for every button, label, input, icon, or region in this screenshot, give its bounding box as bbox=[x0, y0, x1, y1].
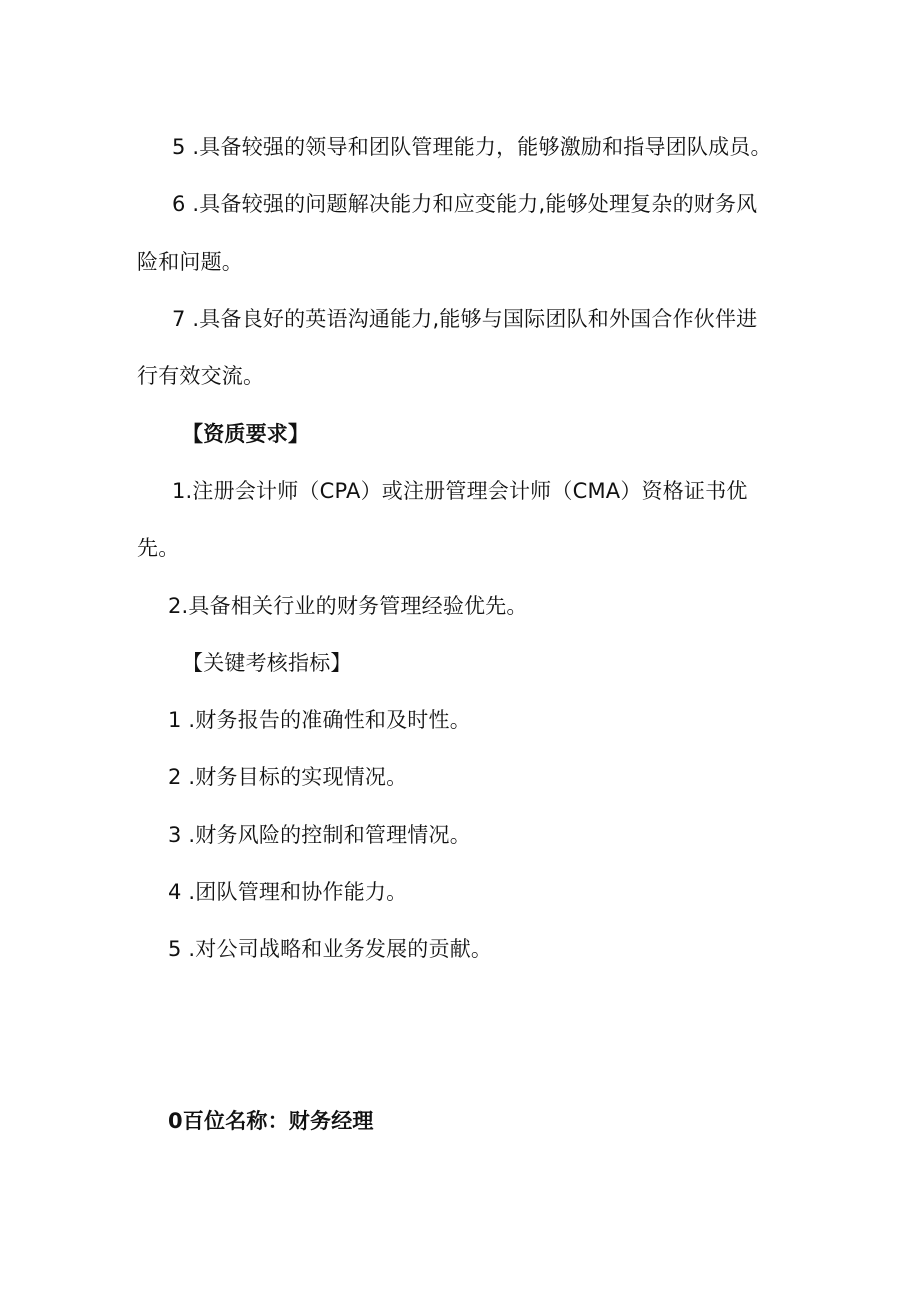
duty-item-7: 7 .具备良好的英语沟通能力,能够与国际团队和外国合作伙伴进 bbox=[172, 307, 758, 331]
duty-item-6: 6 .具备较强的问题解决能力和应变能力,能够处理复杂的财务风 bbox=[172, 192, 758, 216]
kpi-item-4: 4 .团队管理和协作能力。 bbox=[168, 880, 408, 904]
kpi-item-2: 2 .财务目标的实现情况。 bbox=[168, 765, 408, 789]
qualification-item-2: 2.具备相关行业的财务管理经验优先。 bbox=[168, 594, 528, 618]
kpi-item-1: 1 .财务报告的准确性和及时性。 bbox=[168, 708, 471, 732]
duty-item-6-cont: 险和问题。 bbox=[137, 250, 243, 274]
qualification-item-1-cont: 先。 bbox=[137, 536, 180, 560]
kpi-item-3: 3 .财务风险的控制和管理情况。 bbox=[168, 823, 471, 847]
duty-item-5: 5 .具备较强的领导和团队管理能力，能够激励和指导团队成员。 bbox=[172, 135, 772, 159]
qualification-heading: 【资质要求】 bbox=[182, 422, 310, 446]
position-title: 0百位名称：财务经理 bbox=[168, 1109, 374, 1133]
duty-item-7-cont: 行有效交流。 bbox=[137, 364, 265, 388]
kpi-heading: 【关键考核指标】 bbox=[182, 651, 352, 675]
kpi-item-5: 5 .对公司战略和业务发展的贡献。 bbox=[168, 937, 493, 961]
qualification-item-1: 1.注册会计师（CPA）或注册管理会计师（CMA）资格证书优 bbox=[172, 479, 748, 503]
